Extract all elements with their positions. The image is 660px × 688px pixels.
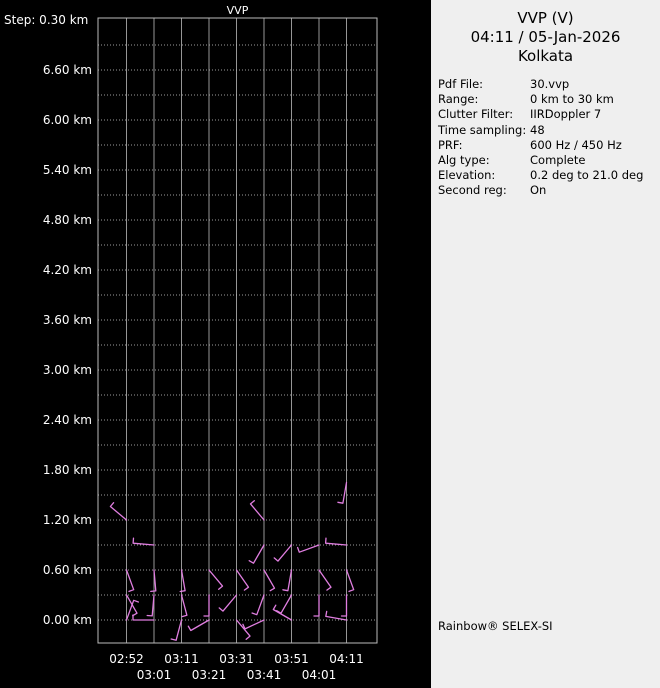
param-row — [438, 107, 660, 122]
param-row — [438, 138, 660, 153]
wind-barb — [326, 538, 347, 545]
param-value: On — [530, 183, 547, 198]
wind-barb — [252, 595, 264, 615]
x-tick-label: 03:21 — [191, 668, 227, 682]
x-tick-label: 04:01 — [301, 668, 337, 682]
wind-barb — [283, 570, 292, 591]
wind-barb — [314, 595, 319, 616]
footer-credit: Rainbow® SELEX-SI — [438, 619, 553, 633]
y-tick-label: 4.80 km — [42, 213, 92, 227]
wind-barb — [273, 605, 291, 620]
x-tick-label: 03:41 — [246, 668, 282, 682]
x-tick-label: 03:51 — [274, 652, 309, 666]
wind-barb — [237, 620, 251, 639]
y-tick-label: 6.00 km — [42, 113, 92, 127]
y-tick-label: 1.80 km — [42, 463, 92, 477]
wind-barb — [127, 570, 134, 591]
y-tick-label: 1.20 km — [42, 513, 92, 527]
y-tick-label: 5.40 km — [42, 163, 92, 177]
wind-barb — [249, 545, 264, 563]
param-row — [438, 123, 660, 138]
param-key: PRF: — [438, 137, 463, 152]
param-row — [438, 168, 660, 183]
param-row — [438, 183, 660, 198]
x-tick-label: 04:11 — [329, 652, 364, 666]
param-row — [438, 77, 660, 92]
wind-barb — [264, 570, 275, 591]
wind-barb — [110, 503, 126, 520]
chart-title: VVP — [226, 4, 249, 17]
param-value: 0.2 deg to 21.0 deg — [530, 168, 644, 183]
wind-barb — [127, 595, 138, 616]
wind-barb — [298, 545, 319, 552]
y-tick-label: 0.60 km — [42, 563, 92, 577]
param-value: 600 Hz / 450 Hz — [530, 137, 622, 152]
x-tick-label: 03:11 — [164, 652, 199, 666]
wind-barb — [182, 595, 187, 617]
x-tick-label: 03:31 — [219, 652, 254, 666]
y-tick-label: 6.60 km — [42, 63, 92, 77]
y-tick-label: 3.60 km — [42, 313, 92, 327]
param-key: Range: — [438, 92, 479, 107]
wind-barb — [251, 501, 265, 520]
wind-barb — [237, 570, 249, 590]
wind-barb — [219, 595, 236, 611]
wind-barb — [180, 570, 185, 592]
wind-barb — [319, 570, 331, 590]
x-tick-label: 02:52 — [109, 652, 144, 666]
panel-title: VVP (V) — [517, 9, 574, 27]
param-row — [438, 153, 660, 168]
param-key: Second reg: — [438, 183, 507, 198]
wind-barb — [147, 595, 154, 616]
wind-barb — [338, 483, 347, 504]
param-key: Alg type: — [438, 153, 490, 168]
x-tick-label: 03:01 — [136, 668, 172, 682]
wind-barb — [188, 620, 209, 631]
wind-barb — [274, 545, 291, 561]
param-key: Time sampling: — [438, 122, 527, 137]
wind-barb — [347, 570, 354, 591]
parameter-list — [431, 77, 660, 199]
y-tick-label: 4.20 km — [42, 263, 92, 277]
param-key: Elevation: — [438, 168, 496, 183]
wind-barb — [277, 595, 292, 613]
param-value: 0 km to 30 km — [530, 92, 614, 107]
y-tick-label: 2.40 km — [42, 413, 92, 427]
y-tick-label: 0.00 km — [42, 613, 92, 627]
param-key: Clutter Filter: — [438, 107, 514, 122]
wind-barb — [171, 620, 181, 640]
param-row — [438, 92, 660, 107]
info-panel — [431, 0, 660, 688]
param-value: 48 — [530, 122, 545, 137]
wind-barb — [151, 570, 156, 591]
plot-frame — [98, 18, 377, 643]
panel-site: Kolkata — [517, 47, 574, 65]
y-tick-label: 3.00 km — [42, 363, 92, 377]
panel-datetime: 04:11 / 05-Jan-2026 — [470, 28, 621, 46]
param-key: Pdf File: — [438, 77, 484, 91]
param-value: 30.vvp — [530, 77, 570, 91]
wind-barb — [342, 595, 347, 616]
wind-barb — [243, 620, 264, 629]
wind-barb — [133, 538, 154, 545]
param-value: IIRDoppler 7 — [530, 107, 602, 122]
wind-barb — [209, 570, 223, 589]
y-step-label: Step: 0.30 km — [4, 13, 89, 27]
wind-barb — [204, 595, 209, 616]
param-value: Complete — [530, 153, 586, 168]
